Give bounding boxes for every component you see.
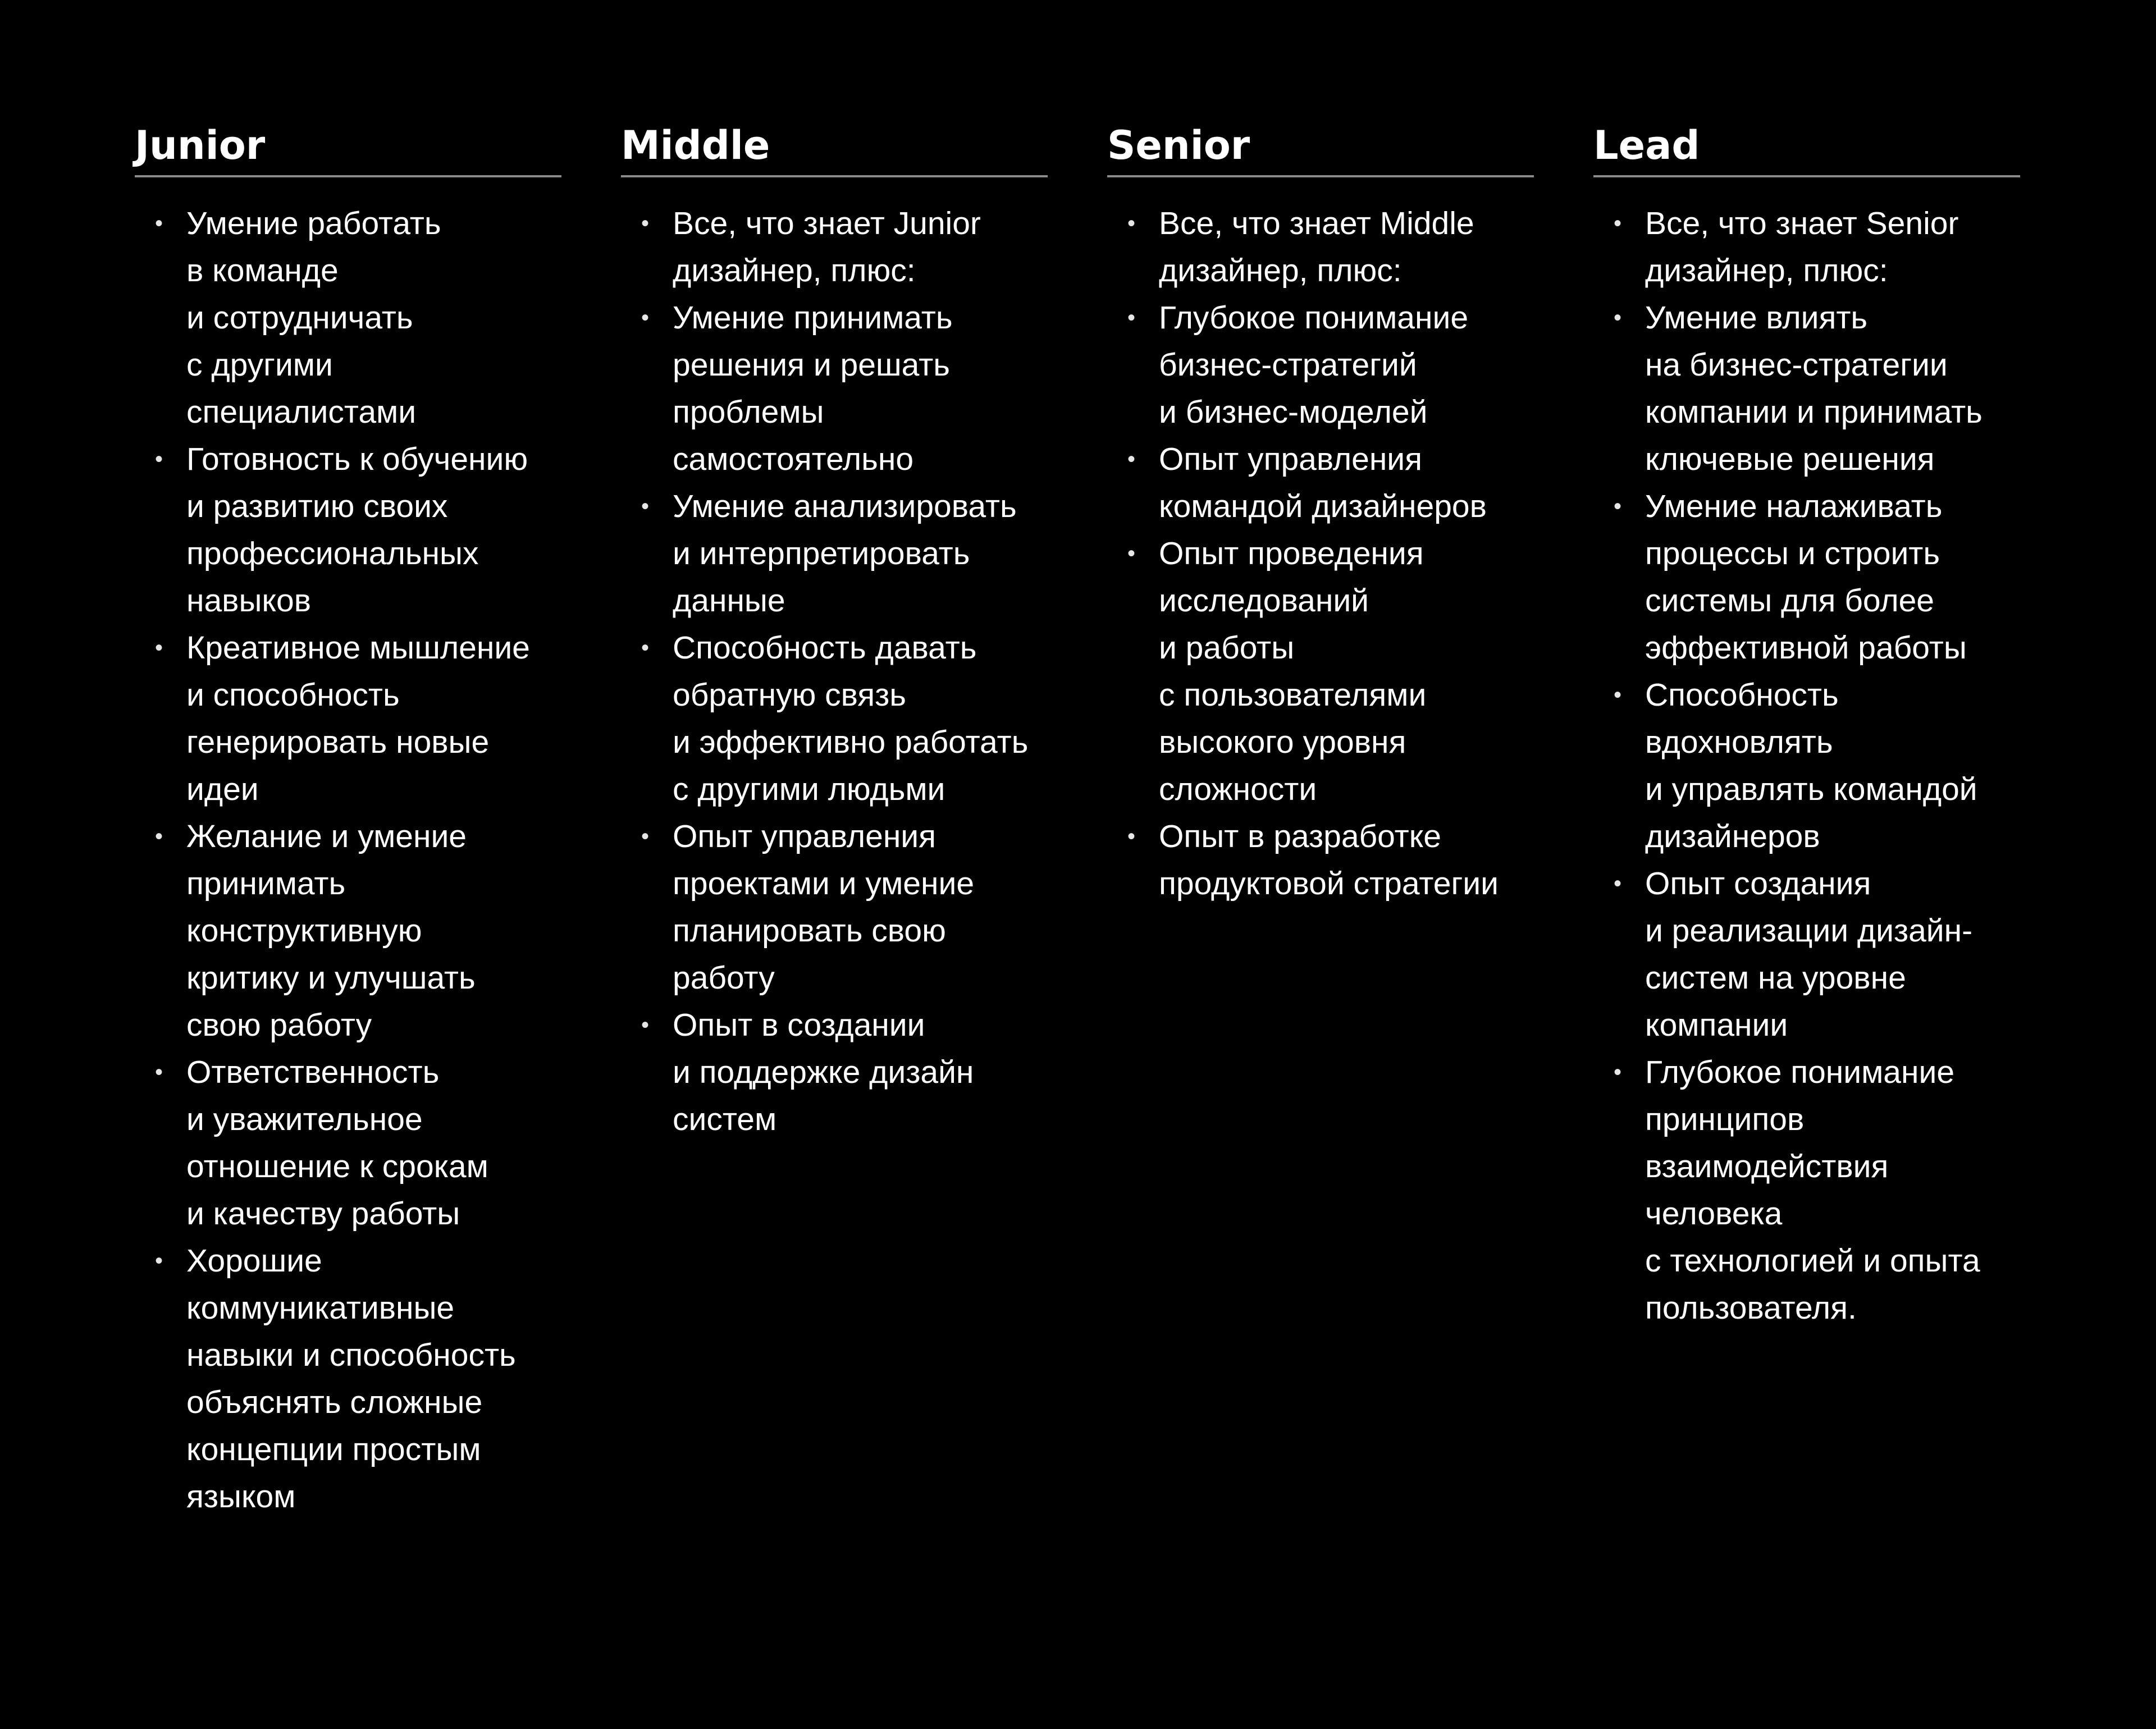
bullet-icon: • — [1614, 1060, 1622, 1085]
level-column-lead — [1593, 120, 2020, 1520]
skill-text-line: критику и улучшать — [186, 960, 476, 996]
skill-item — [1593, 860, 2027, 1049]
skill-text-line: данные — [673, 583, 785, 619]
skill-text-line: Все, что знает Middle — [1159, 205, 1474, 241]
skill-text-line: работу — [673, 960, 775, 996]
skill-text-line: с пользователями — [1159, 677, 1427, 713]
skill-text-line: систем на уровне — [1645, 960, 1906, 996]
skill-text-line: и эффективно работать — [673, 724, 1029, 760]
skill-item — [135, 624, 568, 813]
skill-text-line: профессиональных — [186, 536, 479, 571]
skill-item — [1107, 436, 1541, 530]
skill-text-line: компании и принимать — [1645, 394, 1983, 430]
bullet-icon: • — [1127, 211, 1136, 236]
skill-item — [1107, 813, 1541, 907]
skill-item — [1593, 1049, 2027, 1332]
skills-list — [621, 200, 1048, 1143]
level-column-senior — [1107, 120, 1534, 1520]
bullet-icon: • — [155, 824, 163, 849]
skill-text-line: обратную связь — [673, 677, 907, 713]
skill-item — [135, 813, 568, 1049]
bullet-icon: • — [641, 1013, 650, 1037]
skill-text-line: проектами и умение — [673, 866, 975, 902]
bullet-icon: • — [641, 824, 650, 849]
skill-text-line: бизнес-стратегий — [1159, 347, 1417, 383]
skill-text-line: человека — [1645, 1196, 1783, 1232]
skill-text-line: Умение анализировать — [673, 488, 1017, 524]
skill-text-line: отношение к срокам — [186, 1149, 488, 1184]
skill-item — [1593, 671, 2027, 860]
skill-text-line: объяснять сложные — [186, 1384, 483, 1420]
skill-text-line: Опыт проведения — [1159, 536, 1424, 571]
skill-item — [135, 436, 568, 624]
bullet-icon: • — [1127, 447, 1136, 472]
skill-text-line: Готовность к обучению — [186, 441, 528, 477]
skill-text-line: и управлять командой — [1645, 771, 1977, 807]
skill-text-line: и бизнес-моделей — [1159, 394, 1428, 430]
skill-text-line: Все, что знает Junior — [673, 205, 981, 241]
skill-text-line: с другими — [186, 347, 333, 383]
skill-item — [135, 200, 568, 436]
skill-item — [1593, 483, 2027, 671]
skill-text-line: и сотрудничать — [186, 300, 413, 336]
skill-text-line: Умение принимать — [673, 300, 953, 336]
bullet-icon: • — [641, 211, 650, 236]
skill-text-line: с другими людьми — [673, 771, 945, 807]
bullet-icon: • — [1127, 305, 1136, 330]
skill-text-line: и интерпретировать — [673, 536, 970, 571]
skill-text-line: специалистами — [186, 394, 417, 430]
skill-text-line: ключевые решения — [1645, 441, 1935, 477]
skill-text-line: Умение налаживать — [1645, 488, 1943, 524]
skill-item — [135, 1049, 568, 1237]
bullet-icon: • — [1614, 211, 1622, 236]
skill-text-line: в команде — [186, 253, 339, 289]
bullet-icon: • — [155, 1248, 163, 1273]
skill-text-line: и поддержке дизайн — [673, 1054, 974, 1090]
skill-text-line: процессы и строить — [1645, 536, 1940, 571]
skill-text-line: Способность — [1645, 677, 1839, 713]
skill-text-line: командой дизайнеров — [1159, 488, 1487, 524]
skill-text-line: дизайнер, плюс: — [673, 253, 916, 289]
skill-item — [621, 813, 1054, 1001]
skill-text-line: компании — [1645, 1007, 1788, 1043]
skill-text-line: вдохновлять — [1645, 724, 1833, 760]
skill-text-line: системы для более — [1645, 583, 1934, 619]
skill-text-line: исследований — [1159, 583, 1369, 619]
level-title: Lead — [1593, 120, 2020, 177]
skill-text-line: взаимодействия — [1645, 1149, 1889, 1184]
skill-text-line: Умение влиять — [1645, 300, 1868, 336]
level-title: Middle — [621, 120, 1048, 177]
skill-text-line: и реализации дизайн- — [1645, 913, 1973, 949]
skill-text-line: дизайнер, плюс: — [1645, 253, 1888, 289]
skill-text-line: пользователя. — [1645, 1290, 1857, 1326]
skills-list — [135, 200, 561, 1520]
skill-text-line: конструктивную — [186, 913, 422, 949]
skill-text-line: Способность давать — [673, 630, 977, 666]
skill-text-line: языком — [186, 1479, 296, 1515]
skill-text-line: идеи — [186, 771, 259, 807]
skill-text-line: Хорошие — [186, 1243, 322, 1279]
level-column-junior — [135, 120, 561, 1520]
bullet-icon: • — [1614, 494, 1622, 519]
bullet-icon: • — [641, 305, 650, 330]
skill-text-line: Желание и умение — [186, 818, 467, 854]
level-title: Senior — [1107, 120, 1534, 177]
skill-text-line: сложности — [1159, 771, 1317, 807]
skill-text-line: навыки и способность — [186, 1337, 516, 1373]
skill-text-line: свою работу — [186, 1007, 372, 1043]
skill-text-line: дизайнер, плюс: — [1159, 253, 1402, 289]
skill-text-line: и развитию своих — [186, 488, 448, 524]
skill-text-line: продуктовой стратегии — [1159, 866, 1499, 902]
bullet-icon: • — [1614, 871, 1622, 896]
skill-text-line: Опыт управления — [673, 818, 936, 854]
skill-text-line: концепции простым — [186, 1431, 481, 1467]
bullet-icon: • — [641, 494, 650, 519]
skill-item — [1593, 294, 2027, 483]
skill-text-line: планировать свою — [673, 913, 946, 949]
skill-text-line: эффективной работы — [1645, 630, 1967, 666]
skills-list — [1593, 200, 2020, 1332]
skill-text-line: Опыт создания — [1645, 866, 1871, 902]
skill-item — [621, 1001, 1054, 1143]
skill-item — [135, 1237, 568, 1520]
skill-text-line: и качеству работы — [186, 1196, 460, 1232]
level-column-middle — [621, 120, 1048, 1520]
skill-text-line: Опыт управления — [1159, 441, 1422, 477]
skill-text-line: Ответственность — [186, 1054, 440, 1090]
bullet-icon: • — [155, 635, 163, 660]
bullet-icon: • — [155, 1060, 163, 1085]
bullet-icon: • — [1614, 305, 1622, 330]
skill-text-line: принимать — [186, 866, 346, 902]
levels-grid — [135, 120, 2021, 1520]
skill-text-line: принципов — [1645, 1101, 1805, 1137]
skill-text-line: генерировать новые — [186, 724, 490, 760]
skill-text-line: высокого уровня — [1159, 724, 1406, 760]
skill-text-line: систем — [673, 1101, 777, 1137]
skill-item — [621, 294, 1054, 483]
skill-text-line: дизайнеров — [1645, 818, 1820, 854]
skill-item — [621, 624, 1054, 813]
skill-text-line: на бизнес-стратегии — [1645, 347, 1948, 383]
skill-item — [621, 483, 1054, 624]
skill-text-line: навыков — [186, 583, 311, 619]
skill-item — [621, 200, 1054, 294]
skill-text-line: проблемы — [673, 394, 824, 430]
bullet-icon: • — [641, 635, 650, 660]
skill-item — [1107, 294, 1541, 436]
bullet-icon: • — [1127, 541, 1136, 566]
skill-text-line: коммуникативные — [186, 1290, 455, 1326]
skill-item — [1107, 530, 1541, 813]
skill-item — [1593, 200, 2027, 294]
skill-text-line: и уважительное — [186, 1101, 423, 1137]
skill-text-line: Глубокое понимание — [1159, 300, 1469, 336]
skill-text-line: с технологией и опыта — [1645, 1243, 1980, 1279]
bullet-icon: • — [1127, 824, 1136, 849]
skill-text-line: Креативное мышление — [186, 630, 530, 666]
skill-item — [1107, 200, 1541, 294]
level-title: Junior — [135, 120, 561, 177]
skill-text-line: и способность — [186, 677, 400, 713]
skills-list — [1107, 200, 1534, 907]
bullet-icon: • — [155, 211, 163, 236]
skill-text-line: и работы — [1159, 630, 1295, 666]
skill-text-line: самостоятельно — [673, 441, 914, 477]
skill-text-line: Опыт в создании — [673, 1007, 925, 1043]
bullet-icon: • — [1614, 683, 1622, 707]
skill-text-line: Опыт в разработке — [1159, 818, 1442, 854]
skill-text-line: решения и решать — [673, 347, 950, 383]
skill-text-line: Все, что знает Senior — [1645, 205, 1959, 241]
bullet-icon: • — [155, 447, 163, 472]
skill-text-line: Умение работать — [186, 205, 441, 241]
skill-text-line: Глубокое понимание — [1645, 1054, 1955, 1090]
